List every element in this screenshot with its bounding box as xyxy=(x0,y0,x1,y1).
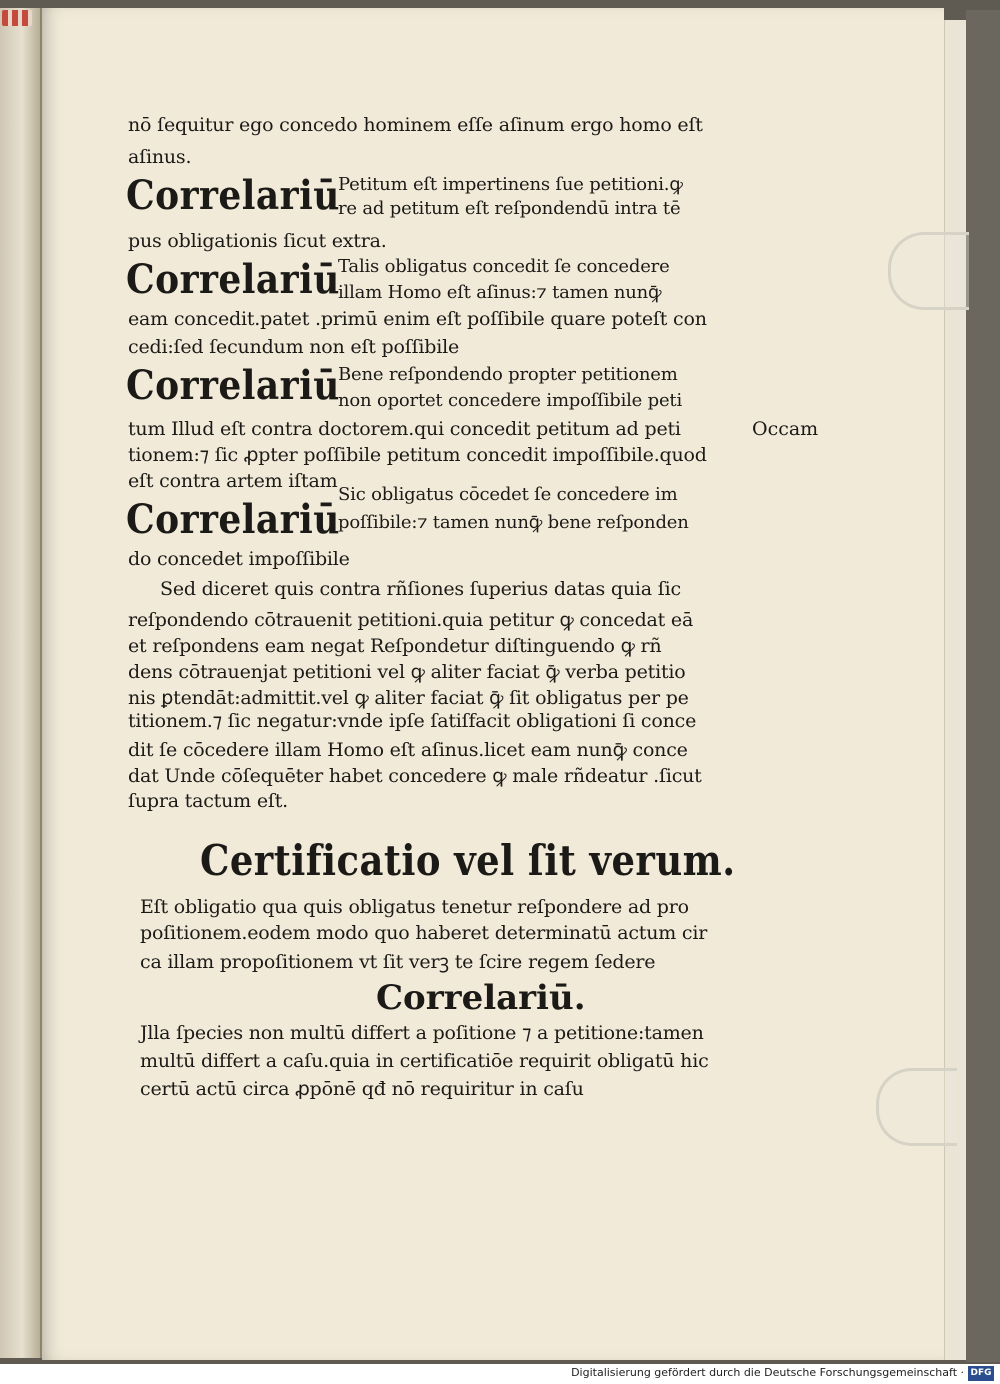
text-line: eam concedit.patet .primū enim eſt poſſibile quare poteſt con xyxy=(128,308,707,330)
correlarium-heading: Correlariū xyxy=(126,496,340,543)
section-heading: Certificatio vel ſit verum. xyxy=(200,836,736,885)
text-line: titionem.⁊ ſic negatur:vnde ipſe ſatiſfacit obligationi ſi conce xyxy=(128,710,697,732)
text-line: pus obligationis ſicut extra. xyxy=(128,230,387,252)
text-line: Sed diceret quis contra rñſiones ſuperius datas quia ſic xyxy=(160,578,681,600)
text-line: ca illam propoſitionem vt ſit verꝫ te ſcire regem ſedere xyxy=(140,951,656,973)
text-line: et reſpondens eam negat Reſpondetur diſtinguendo ꝙ rñ xyxy=(128,635,662,657)
correlarium-text: poſſibile:⁊ tamen nunꝙ̄ bene reſponden xyxy=(338,512,689,533)
correlarium-text: Talis obligatus concedit ſe concedere xyxy=(338,256,670,277)
correlarium-text: Petitum eſt impertinens ſue petitioni.ꝙ xyxy=(338,174,683,195)
dfg-logo: DFG xyxy=(968,1366,994,1381)
text-line: certū actū circa ꝓpōnē qđ nō requiritur in caſu xyxy=(140,1078,584,1100)
correlarium-text: re ad petitum eſt reſpondendū intra tē xyxy=(338,198,681,219)
correlarium-heading: Correlariū xyxy=(126,362,340,409)
correlarium-text: Bene reſpondendo propter petitionem xyxy=(338,364,678,385)
correlarium-center-heading: Correlariū. xyxy=(376,978,586,1018)
correlarium-heading: Correlariū xyxy=(126,256,340,303)
text-line: do concedet impoſſibile xyxy=(128,548,350,570)
text-line: Jlla ſpecies non multū differt a poſitione ⁊ a petitione:tamen xyxy=(140,1022,704,1044)
text-line: nis ꝑtendāt:admittit.vel ꝙ aliter faciat ꝙ̄ ſit obligatus per pe xyxy=(128,687,689,709)
correlarium-text: illam Homo eſt aſinus:⁊ tamen nunꝙ̄ xyxy=(338,282,662,303)
text-line: dat Unde cōſequēter habet concedere ꝙ male rñdeatur .ſicut xyxy=(128,765,702,787)
text-line: ſupra tactum eſt. xyxy=(128,790,288,812)
text-line: cedi:ſed ſecundum non eſt poſſibile xyxy=(128,336,460,358)
text-line: tum Illud eſt contra doctorem.qui concedit petitum ad peti xyxy=(128,418,681,440)
text-line: dens cōtrauenjat petitioni vel ꝙ aliter faciat ꝙ̄ verba petitio xyxy=(128,661,686,683)
text-line: eſt contra artem iſtam xyxy=(128,470,338,492)
text-line: multū differt a caſu.quia in certificatiōe requirit obligatū hic xyxy=(140,1050,709,1072)
text-line: Eſt obligatio qua quis obligatus tenetur reſpondere ad pro xyxy=(140,896,689,918)
correlarium-text: non oportet concedere impoſſibile peti xyxy=(338,390,683,411)
text-line: reſpondendo cōtrauenit petitioni.quia petitur ꝙ concedat eā xyxy=(128,609,694,631)
footer-credit: Digitalisierung gefördert durch die Deutsche Forschungsgemeinschaft · xyxy=(571,1366,964,1379)
correlarium-heading: Correlariū xyxy=(126,172,340,219)
correlarium-text: Sic obligatus cōcedet ſe concedere im xyxy=(338,484,678,505)
text-line: tionem:⁊ ſic ꝓpter poſſibile petitum concedit impoſſibile.quod xyxy=(128,444,707,466)
text-line: nō ſequitur ego concedo hominem eſſe aſinum ergo homo eſt xyxy=(128,114,703,136)
footer-bar xyxy=(0,1364,1000,1384)
text-line: dit ſe cōcedere illam Homo eſt aſinus.licet eam nunꝙ̄ conce xyxy=(128,739,688,761)
text-line: poſitionem.eodem modo quo haberet determinatū actum cir xyxy=(140,922,708,944)
text-line: aſinus. xyxy=(128,146,192,168)
marginal-note: Occam xyxy=(752,418,819,440)
